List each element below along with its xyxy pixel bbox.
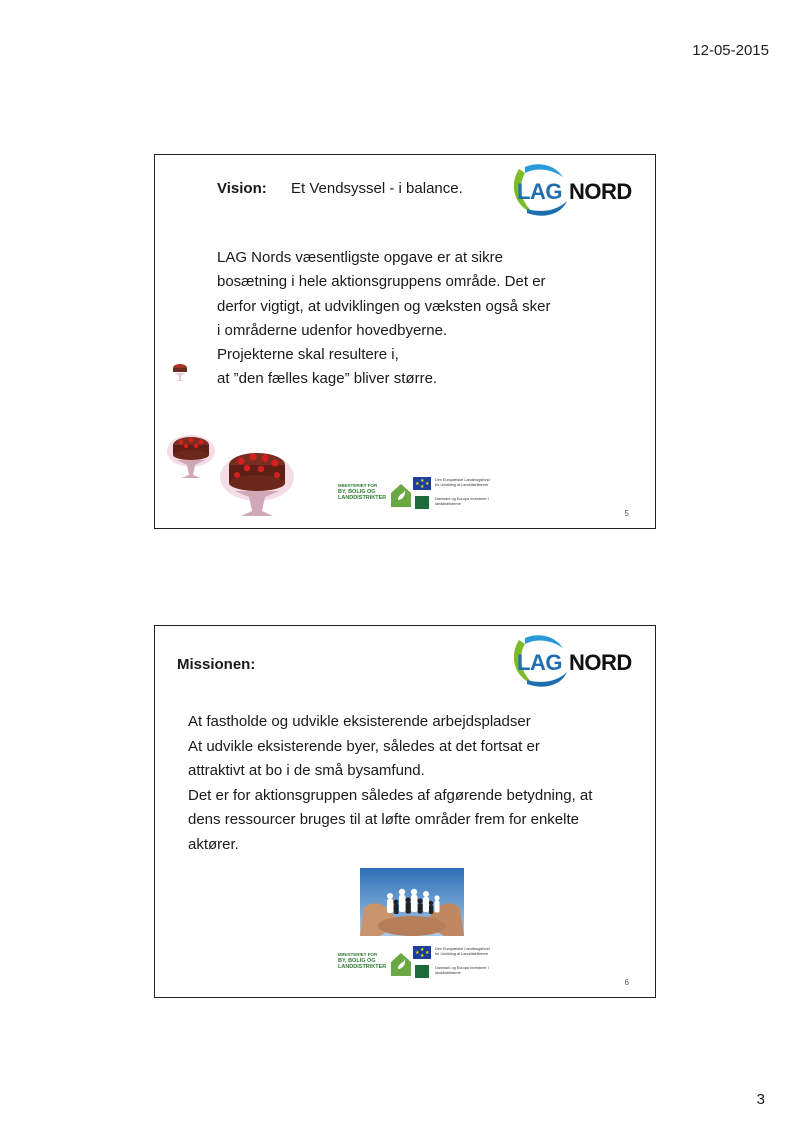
body-line: derfor vigtigt, at udviklingen og væksten også sker bbox=[217, 297, 551, 315]
mission-label: Missionen: bbox=[177, 656, 256, 673]
house-leaf-icon bbox=[390, 951, 412, 977]
body-line: Projekterne skal resultere i, bbox=[217, 346, 399, 364]
body-line: dens ressourcer bruges til at løfte områder frem for enkelte bbox=[188, 811, 579, 828]
body-line: Det er for aktionsgruppen således af afgørende betydning, at bbox=[188, 786, 593, 804]
small-cake-icon bbox=[171, 360, 189, 382]
body-line: at ”den fælles kage” bliver større. bbox=[217, 370, 438, 388]
mission-body bbox=[188, 710, 592, 857]
page-date: 12-05-2015 bbox=[692, 42, 769, 59]
lag-nord-logo bbox=[507, 632, 647, 692]
denmark-europe-icon bbox=[415, 496, 429, 509]
body-line: aktører. bbox=[188, 835, 239, 853]
body-line: bosætning i hele aktionsgruppens område. Det er bbox=[217, 273, 546, 291]
eu-flag-icon: ★ ★ ★ ★ bbox=[415, 947, 430, 959]
large-cake-icon bbox=[219, 439, 295, 521]
body-line: At fastholde og udvikle eksisterende arbejdspladser bbox=[188, 713, 531, 730]
vision-body bbox=[217, 246, 551, 392]
body-line: attraktivt at bo i de små bysamfund. bbox=[188, 762, 425, 779]
denmark-europe-text: Danmark og Europa investerer i landdistrikterne bbox=[435, 497, 489, 506]
logo-nord-text: NORD bbox=[569, 179, 632, 204]
logo-lag-text: LAG bbox=[517, 179, 562, 204]
house-leaf-icon bbox=[390, 482, 412, 508]
slide-mission bbox=[154, 625, 656, 998]
lag-nord-logo bbox=[507, 161, 647, 221]
vision-text: Et Vendsyssel - i balance. bbox=[291, 180, 463, 197]
ministry-logo-text: MINISTERIET FOR BY, BOLIG OG LANDDISTRIKTER bbox=[338, 483, 387, 501]
slide-number: 6 bbox=[624, 978, 629, 987]
denmark-europe-icon bbox=[415, 965, 429, 978]
denmark-europe-text: Danmark og Europa investerer i landdistrikterne bbox=[435, 966, 489, 975]
eu-fund-text: Den Europæiske Landbrugsfond for Udvikling af Landdistrikterne bbox=[435, 478, 490, 487]
logo-nord-text: NORD bbox=[569, 650, 632, 675]
slide-number: 5 bbox=[624, 509, 629, 518]
ministry-logo-text: MINISTERIET FOR BY, BOLIG OG LANDDISTRIKTER bbox=[338, 952, 387, 970]
eu-flag-icon: ★ ★ ★ ★ bbox=[415, 478, 430, 490]
sponsor-logos bbox=[338, 946, 538, 986]
body-line: i områderne udenfor hovedbyerne. bbox=[217, 321, 448, 339]
medium-cake-icon bbox=[165, 427, 217, 481]
body-line: At udvikle eksisterende byer, således at det fortsat er bbox=[188, 737, 540, 755]
logo-lag-text: LAG bbox=[517, 650, 562, 675]
hands-community-photo bbox=[360, 868, 464, 936]
page-number: 3 bbox=[756, 1091, 765, 1108]
slide-vision bbox=[154, 154, 656, 529]
eu-fund-text: Den Europæiske Landbrugsfond for Udvikling af Landdistrikterne bbox=[435, 947, 490, 956]
vision-label: Vision: bbox=[217, 180, 267, 197]
sponsor-logos bbox=[338, 477, 538, 517]
body-line: LAG Nords væsentligste opgave er at sikre bbox=[217, 249, 503, 266]
